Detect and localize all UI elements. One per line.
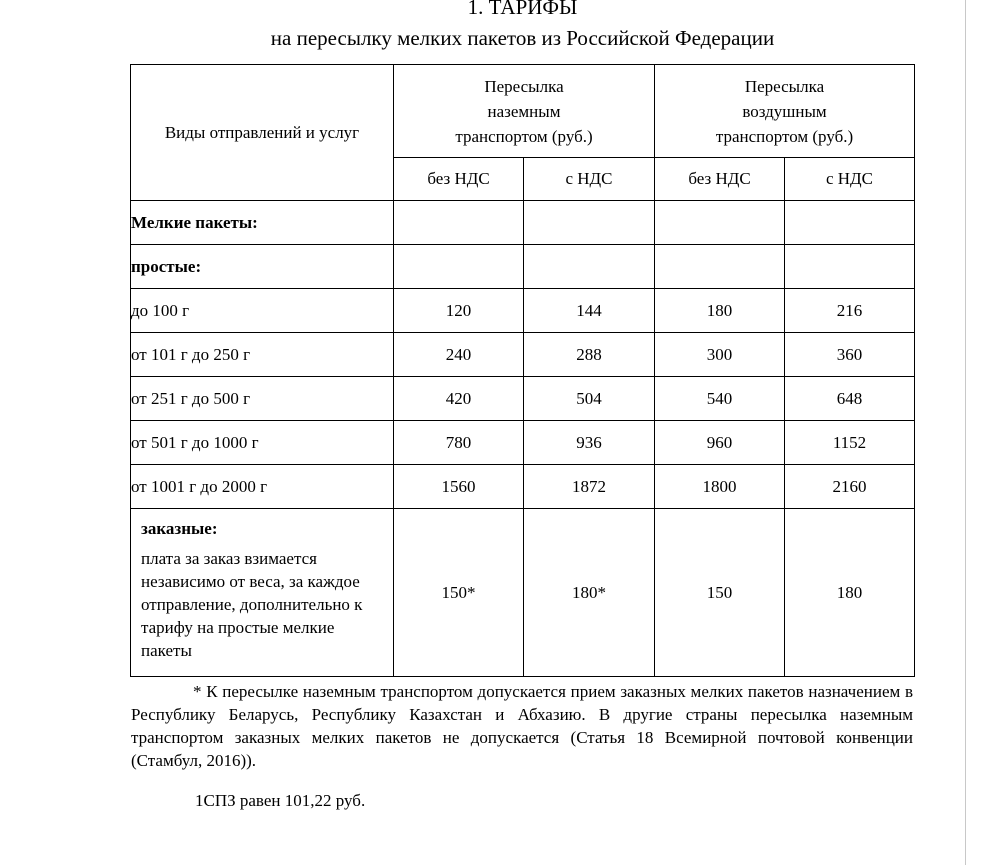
table-row [131, 421, 915, 465]
cell-value: 540 [655, 377, 785, 421]
registered-note-cell [131, 509, 394, 677]
cell-value: 1152 [785, 421, 915, 465]
section-row-small-packets [131, 201, 915, 245]
sdr-rate: 1СПЗ равен 101,22 руб. [195, 791, 366, 810]
cell-value: 1800 [655, 465, 785, 509]
cell-value: 504 [524, 377, 655, 421]
header-air-transport: Пересылка воздушным транспортом (руб.) [655, 65, 915, 158]
footnote-text: * К пересылке наземным транспортом допускается прием заказных мелких пакетов назначением в Республику Беларусь, Республику Казахстан и Абхазию. В другие страны пересылка наземным транспортом заказных мелких пакетов не допускается (Статья 18 Всемирной почтовой конвенции (Стамбул, 2016)). [131, 682, 913, 770]
cell-value: 150* [394, 509, 524, 677]
cell-value: 360 [785, 333, 915, 377]
cell-value: 420 [394, 377, 524, 421]
section-row-simple [131, 245, 915, 289]
cell-value: 2160 [785, 465, 915, 509]
row-label: от 251 г до 500 г [131, 377, 394, 421]
tariff-table [130, 64, 915, 677]
cell-value: 936 [524, 421, 655, 465]
subheader-ground-no-vat: без НДС [394, 158, 524, 201]
subheader-ground-vat: с НДС [524, 158, 655, 201]
section-simple: простые: [131, 245, 394, 289]
cell-value: 150 [655, 509, 785, 677]
table-row [131, 333, 915, 377]
cell-value: 300 [655, 333, 785, 377]
row-label: от 101 г до 250 г [131, 333, 394, 377]
cell-value: 648 [785, 377, 915, 421]
cell-value: 960 [655, 421, 785, 465]
header-ground-transport: Пересылка наземным транспортом (руб.) [394, 65, 655, 158]
footnote [131, 680, 913, 772]
table-row [131, 377, 915, 421]
document-subtitle: на пересылку мелких пакетов из Российской Федерации [270, 26, 775, 50]
section-registered: заказные: [141, 519, 218, 538]
table-row [131, 289, 915, 333]
cell-value: 144 [524, 289, 655, 333]
cell-value: 180* [524, 509, 655, 677]
row-label: от 1001 г до 2000 г [131, 465, 394, 509]
header-row-groups [131, 65, 915, 158]
cell-value: 180 [655, 289, 785, 333]
cell-value: 180 [785, 509, 915, 677]
section-small-packets: Мелкие пакеты: [131, 201, 394, 245]
registered-note: плата за заказ взимается независимо от веса, за каждое отправление, дополнительно к тарифу на простые мелкие пакеты [141, 549, 363, 660]
col-label-header: Виды отправлений и услуг [131, 65, 394, 201]
page-edge [965, 0, 966, 865]
cell-value: 1872 [524, 465, 655, 509]
row-label: от 501 г до 1000 г [131, 421, 394, 465]
cell-value: 240 [394, 333, 524, 377]
subheader-air-vat: с НДС [785, 158, 915, 201]
cell-value: 120 [394, 289, 524, 333]
cell-value: 288 [524, 333, 655, 377]
cell-value: 780 [394, 421, 524, 465]
document-title: 1. ТАРИФЫ [467, 0, 578, 19]
cell-value: 1560 [394, 465, 524, 509]
table-row-registered [131, 509, 915, 677]
row-label: до 100 г [131, 289, 394, 333]
table-row [131, 465, 915, 509]
subheader-air-no-vat: без НДС [655, 158, 785, 201]
cell-value: 216 [785, 289, 915, 333]
